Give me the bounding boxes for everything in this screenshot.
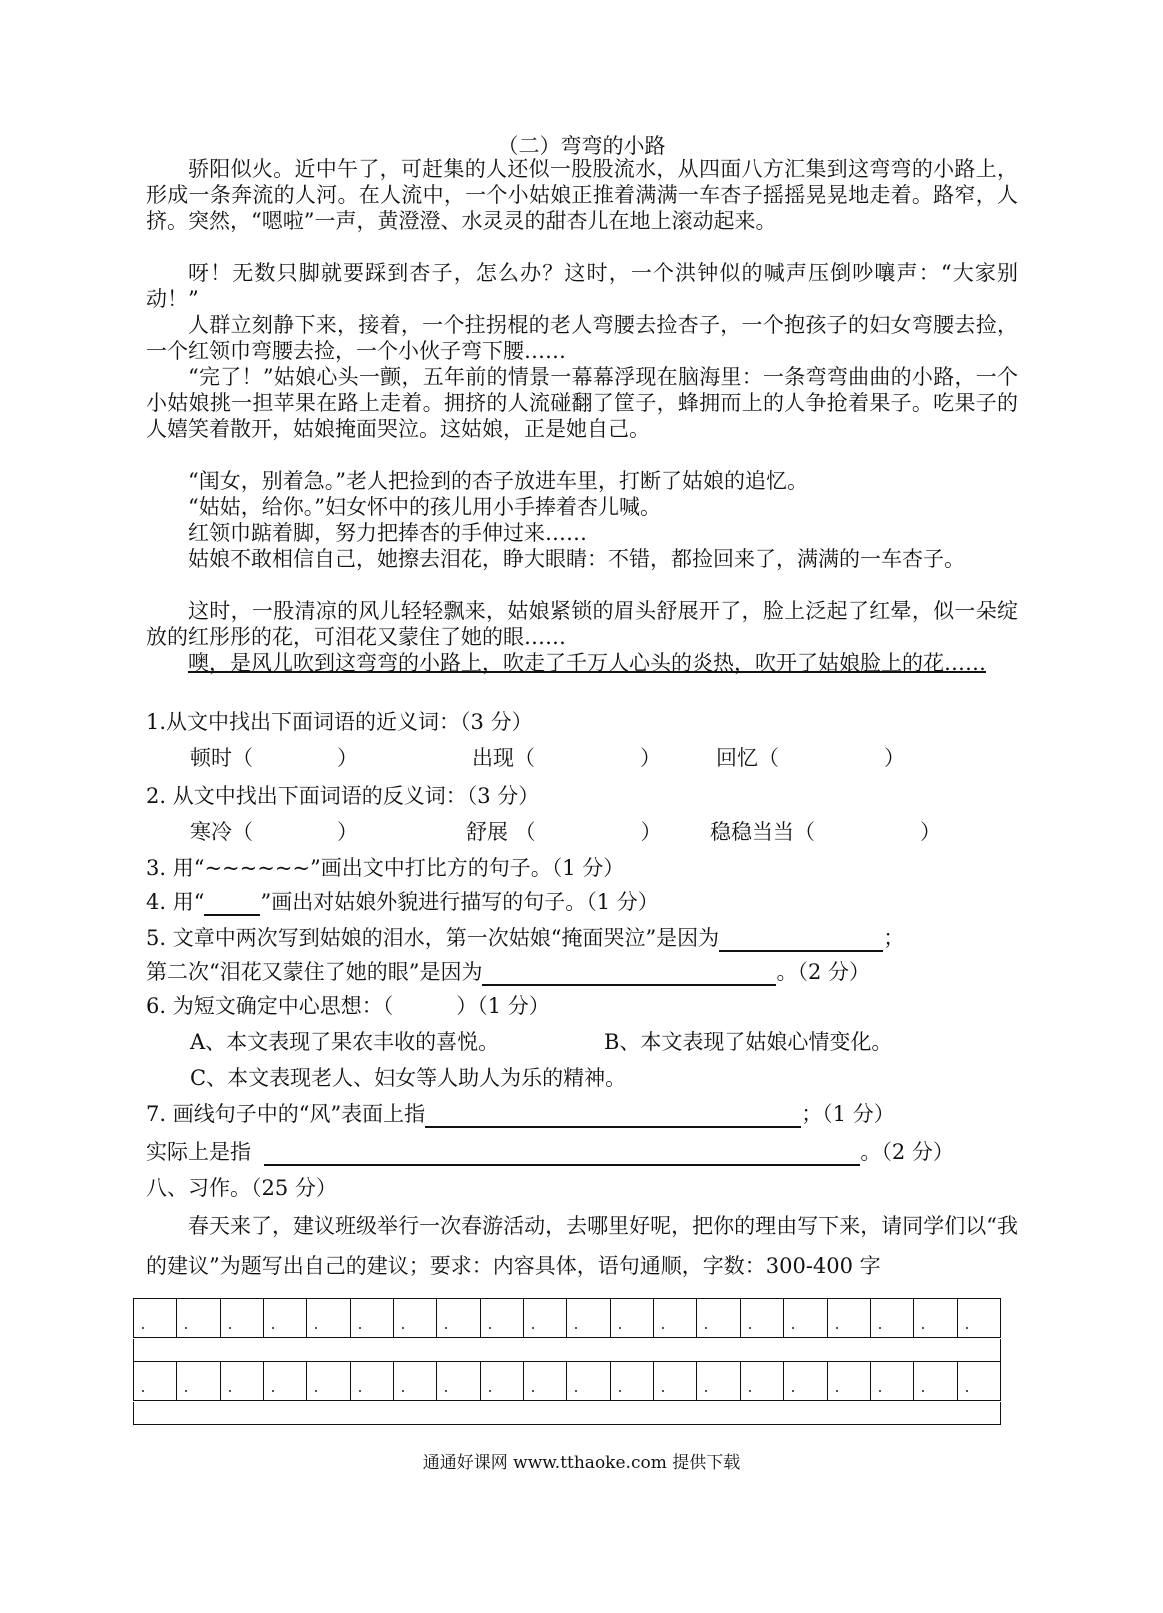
question-3: 3. 用“~~~~~~”画出文中打比方的句子。（1 分） — [146, 856, 625, 880]
paragraph-7: 红领巾踮着脚，努力把捧杏的手伸过来…… — [188, 521, 587, 545]
composition-heading: 八、习作。（25 分） — [146, 1176, 337, 1200]
question-7 — [146, 1098, 895, 1128]
paragraph-9: 这时，一股清凉的风儿轻轻飘来，姑娘紧锁的眉头舒展开了，脸上泛起了红晕，似一朵绽放的红彤彤的花，可泪花又蒙住了她的眼…… — [146, 599, 1018, 649]
paragraph-1: 骄阳似火。近中午了，可赶集的人还似一股股流水，从四面八方汇集到这弯弯的小路上，形成一条奔流的人河。在人流中，一个小姑娘正推着满满一车杏子摇摇晃晃地走着。路窄，人挤。突然，“嗯啦”一声，黄澄澄、水灵灵的甜杏儿在地上滚动起来。 — [146, 157, 1018, 233]
question-7-answer-line-2[interactable] — [264, 1142, 860, 1166]
question-1b: 出现（ ） — [472, 746, 661, 770]
question-4 — [146, 886, 659, 916]
paragraph-8: 姑娘不敢相信自己，她擦去泪花，睁大眼睛：不错，都捡回来了，满满的一车杏子。 — [188, 547, 965, 571]
question-4-suffix: ”画出对姑娘外貌进行描写的句子。（1 分） — [260, 890, 659, 914]
question-4-prefix: 4. 用“ — [146, 890, 205, 914]
question-7-points: ；（1 分） — [801, 1102, 895, 1126]
question-6-option-c: C、本文表现老人、妇女等人助人为乐的精神。 — [190, 1066, 627, 1090]
question-2c: 稳稳当当（ ） — [710, 820, 941, 844]
paragraph-3: 人群立刻静下来，接着，一个拄拐棍的老人弯腰去捡杏子，一个抱孩子的妇女弯腰去捡，一个红领巾弯腰去捡，一个小伙子弯下腰…… — [146, 313, 1018, 363]
writing-grid-spacer-1 — [133, 1339, 1001, 1361]
question-7-answer-line-1[interactable] — [425, 1104, 801, 1128]
question-1: 1.从文中找出下面词语的近义词：（3 分） — [146, 710, 533, 734]
question-6: 6. 为短文确定中心思想：（ ）（1 分） — [146, 994, 550, 1018]
question-5b-text: 第二次“泪花又蒙住了她的眼”是因为 — [146, 960, 483, 984]
question-5-text: 5. 文章中两次写到姑娘的泪水，第一次姑娘“掩面哭泣”是因为 — [146, 926, 720, 950]
paragraph-10-underlined: 噢，是风儿吹到这弯弯的小路上，吹走了千万人心头的炎热，吹开了姑娘脸上的花…… — [188, 651, 986, 675]
question-1a: 顿时（ ） — [190, 746, 358, 770]
paragraph-6: “姑姑，给你。”妇女怀中的孩儿用小手捧着杏儿喊。 — [188, 495, 661, 519]
question-2: 2. 从文中找出下面词语的反义词：（3 分） — [146, 784, 540, 808]
paragraph-5: “闺女，别着急。”老人把捡到的杏子放进车里，打断了姑娘的追忆。 — [188, 469, 808, 493]
composition-prompt: 春天来了，建议班级举行一次春游活动，去哪里好呢，把你的理由写下来，请同学们以“我的建议”为题写出自己的建议；要求：内容具体，语句通顺，字数：300-400 字 — [146, 1214, 1018, 1278]
passage-title: （二）弯弯的小路 — [497, 134, 666, 158]
question-7b-points: 。（2 分） — [860, 1140, 954, 1164]
page-footer: 通通好课网 www.tthaoke.com 提供下载 — [422, 1453, 741, 1473]
paragraph-2: 呀！无数只脚就要踩到杏子，怎么办？这时，一个洪钟似的喊声压倒吵嚷声：“大家别动！” — [146, 261, 1018, 311]
writing-grid-spacer-2 — [133, 1402, 1001, 1425]
question-7-text: 7. 画线句子中的“风”表面上指 — [146, 1102, 426, 1126]
question-5-answer-line-1[interactable] — [719, 928, 883, 952]
question-2a: 寒冷（ ） — [190, 820, 358, 844]
question-5-answer-line-2[interactable] — [482, 962, 776, 986]
question-2b: 舒展 （ ） — [466, 820, 662, 844]
question-4-line-sample — [204, 892, 260, 916]
question-6-option-b: B、本文表现了姑娘心情变化。 — [604, 1030, 893, 1054]
question-1c: 回忆（ ） — [716, 746, 905, 770]
question-7b — [146, 1136, 954, 1166]
question-5b-points: 。（2 分） — [776, 960, 871, 984]
writing-grid-row-2[interactable] — [133, 1361, 1001, 1401]
writing-grid-row-1[interactable] — [133, 1298, 1001, 1338]
question-5 — [146, 922, 904, 952]
question-5-semicolon: ； — [883, 926, 905, 950]
question-7b-text: 实际上是指 — [146, 1140, 251, 1164]
question-6-option-a: A、本文表现了果农丰收的喜悦。 — [190, 1030, 500, 1054]
question-5b — [146, 956, 870, 986]
paragraph-4: “完了！”姑娘心头一颤，五年前的情景一幕幕浮现在脑海里：一条弯弯曲曲的小路，一个小姑娘挑一担苹果在路上走着。拥挤的人流碰翻了筐子，蜂拥而上的人争抢着果子。吃果子的人嬉笑着散开，姑娘掩面哭泣。这姑娘，正是她自己。 — [146, 365, 1018, 441]
